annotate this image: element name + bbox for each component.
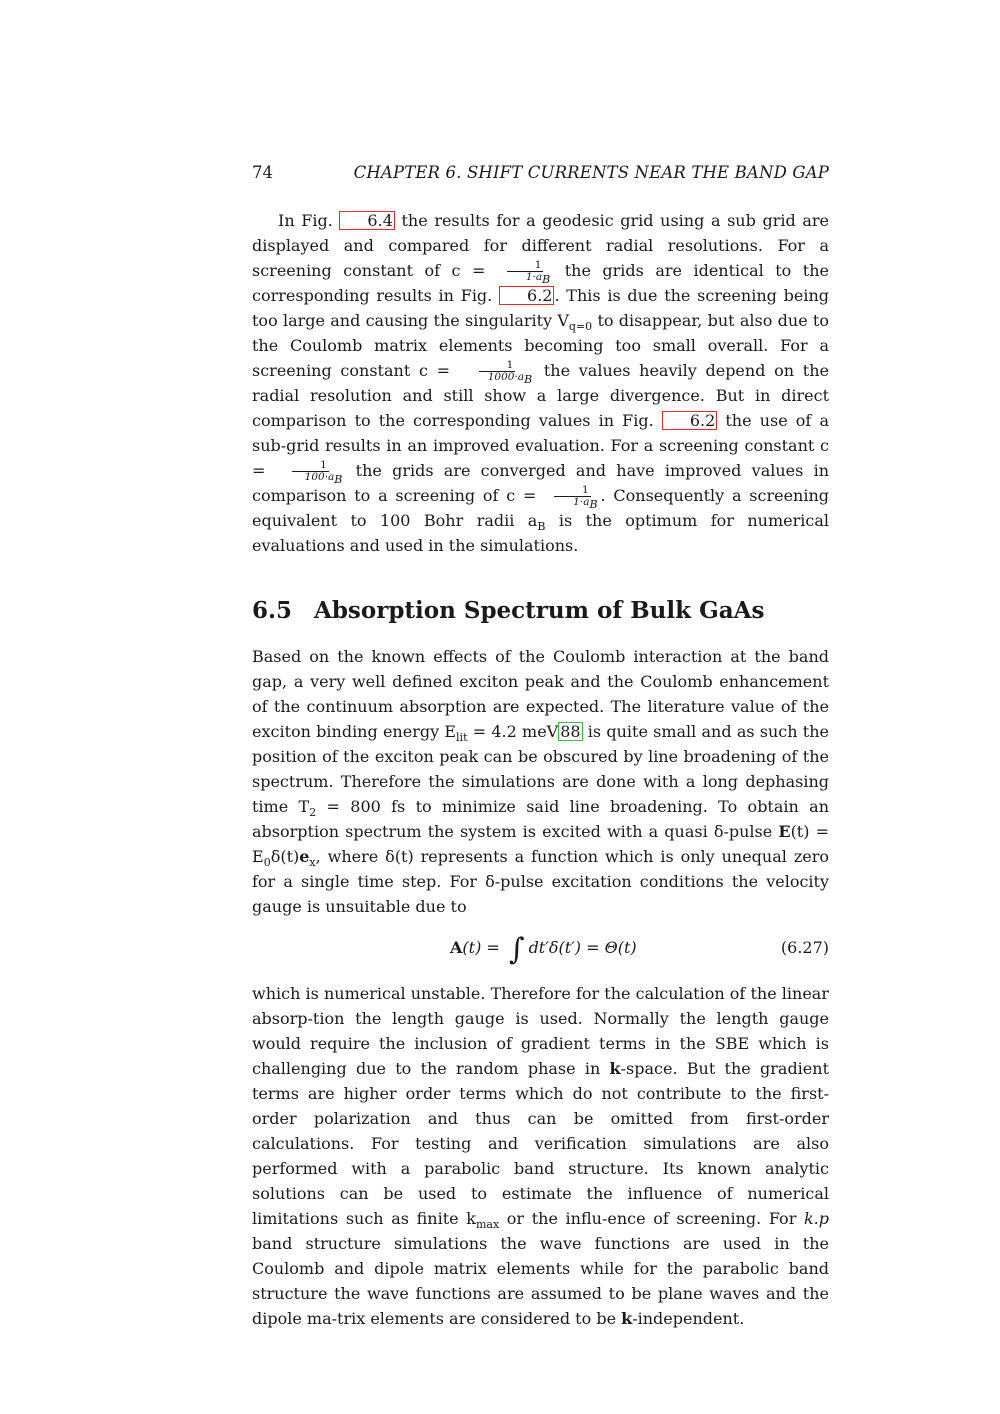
equation-body: A(t) = ∫ dt′δ(t′) = Θ(t) [450,932,637,967]
figure-link[interactable]: 6.4 [339,211,394,230]
citation-link[interactable]: 88 [560,722,581,741]
section-title: Absorption Spectrum of Bulk GaAs [314,597,765,624]
section-number: 6.5 [252,597,293,624]
fraction: $\frac{1}{1\cdot a_B}$ [499,260,551,283]
paragraph-grid-comparison: In Fig. 6.4 the results for a geodesic grid using a sub grid are displayed and compared for different radial resolutions. For a screening constant of c = $\frac{1}{1\cdot a_B}$ the grids are identical to the corresponding results in Fig. 6.2 . This is due the screening being too large and causing the singularity $V_{q=0}$ to disappear, but also due to the Coulomb matrix elements becoming too small overall. For a screening constant c = $\frac{1}{1000\cdot a_B}$ the values heavily depend on the radial resolution and still show a large divergence. But in direct comparison to the corresponding values in Fig. 6.2 the use of a sub-grid results in an improved evaluation. For a screening constant c = $\frac{1}{100\cdot a_B}$ the grids are converged and have improved values in comparison to a screening of c = $\frac{1}{1\cdot a_B}$ . Consequently a screening equivalent to 100 Bohr radii $a_B$ is the optimum for numerical evaluations and used in the simulations. [252,211,830,555]
running-header [252,160,829,186]
fraction: $\frac{1}{1\cdot a_B}$ [546,485,598,508]
figure-link[interactable]: 6.2 [662,411,717,430]
equation-6-27 [252,925,829,971]
paragraph-length-gauge: which is numerical unstable. Therefore for the calculation of the linear absorp-tion the length gauge is used. Normally the length gauge would require the inclusion of gradient terms in the SBE which is challenging due to the random phase in k-space. But the gradient terms are higher order terms which do not contribute to the first-order polarization and thus can be omitted from first-order calculations. For testing and verification simulations are also performed with a parabolic band structure. Its known analytic solutions can be used to estimate the influence of numerical limitations such as finite $k_{max}$ or the influ-ence of screening. For k.p band structure simulations the wave functions are used in the Coulomb and dipole matrix elements while for the parabolic band structure the wave functions are assumed to be plane waves and the dipole ma-trix elements are considered to be k-independent. [252,984,830,1328]
document-page [252,160,829,1331]
fraction: $\frac{1}{1000\cdot a_B}$ [461,360,533,383]
paragraph-absorption: Based on the known effects of the Coulomb interaction at the band gap, a very well defined exciton peak and the Coulomb enhancement of the continuum absorption are expected. The literature value of the exciton binding energy $E_{lit} = 4.2$ meV 88 is quite small and as such the position of the exciton peak can be obscured by line broadening of the spectrum. Therefore the simulations are done with a long dephasing time $T_2 = 800$ fs to minimize said line broadening. To obtain an absorption spectrum the system is excited with a quasi δ-pulse $E(t) = E_0\delta(t)e_x$, where δ(t) represents a function which is only unequal zero for a single time step. For δ-pulse excitation conditions the velocity gauge is unsuitable due to [252,647,830,916]
running-title: CHAPTER 6. SHIFT CURRENTS NEAR THE BAND GAP [353,163,829,182]
fraction: $\frac{1}{100\cdot a_B}$ [278,460,344,483]
equation-number: (6.27) [780,938,829,957]
page-number: 74 [252,163,273,182]
section-heading [252,596,829,626]
integral-symbol: ∫ [508,932,525,967]
figure-link[interactable]: 6.2 [499,286,554,305]
